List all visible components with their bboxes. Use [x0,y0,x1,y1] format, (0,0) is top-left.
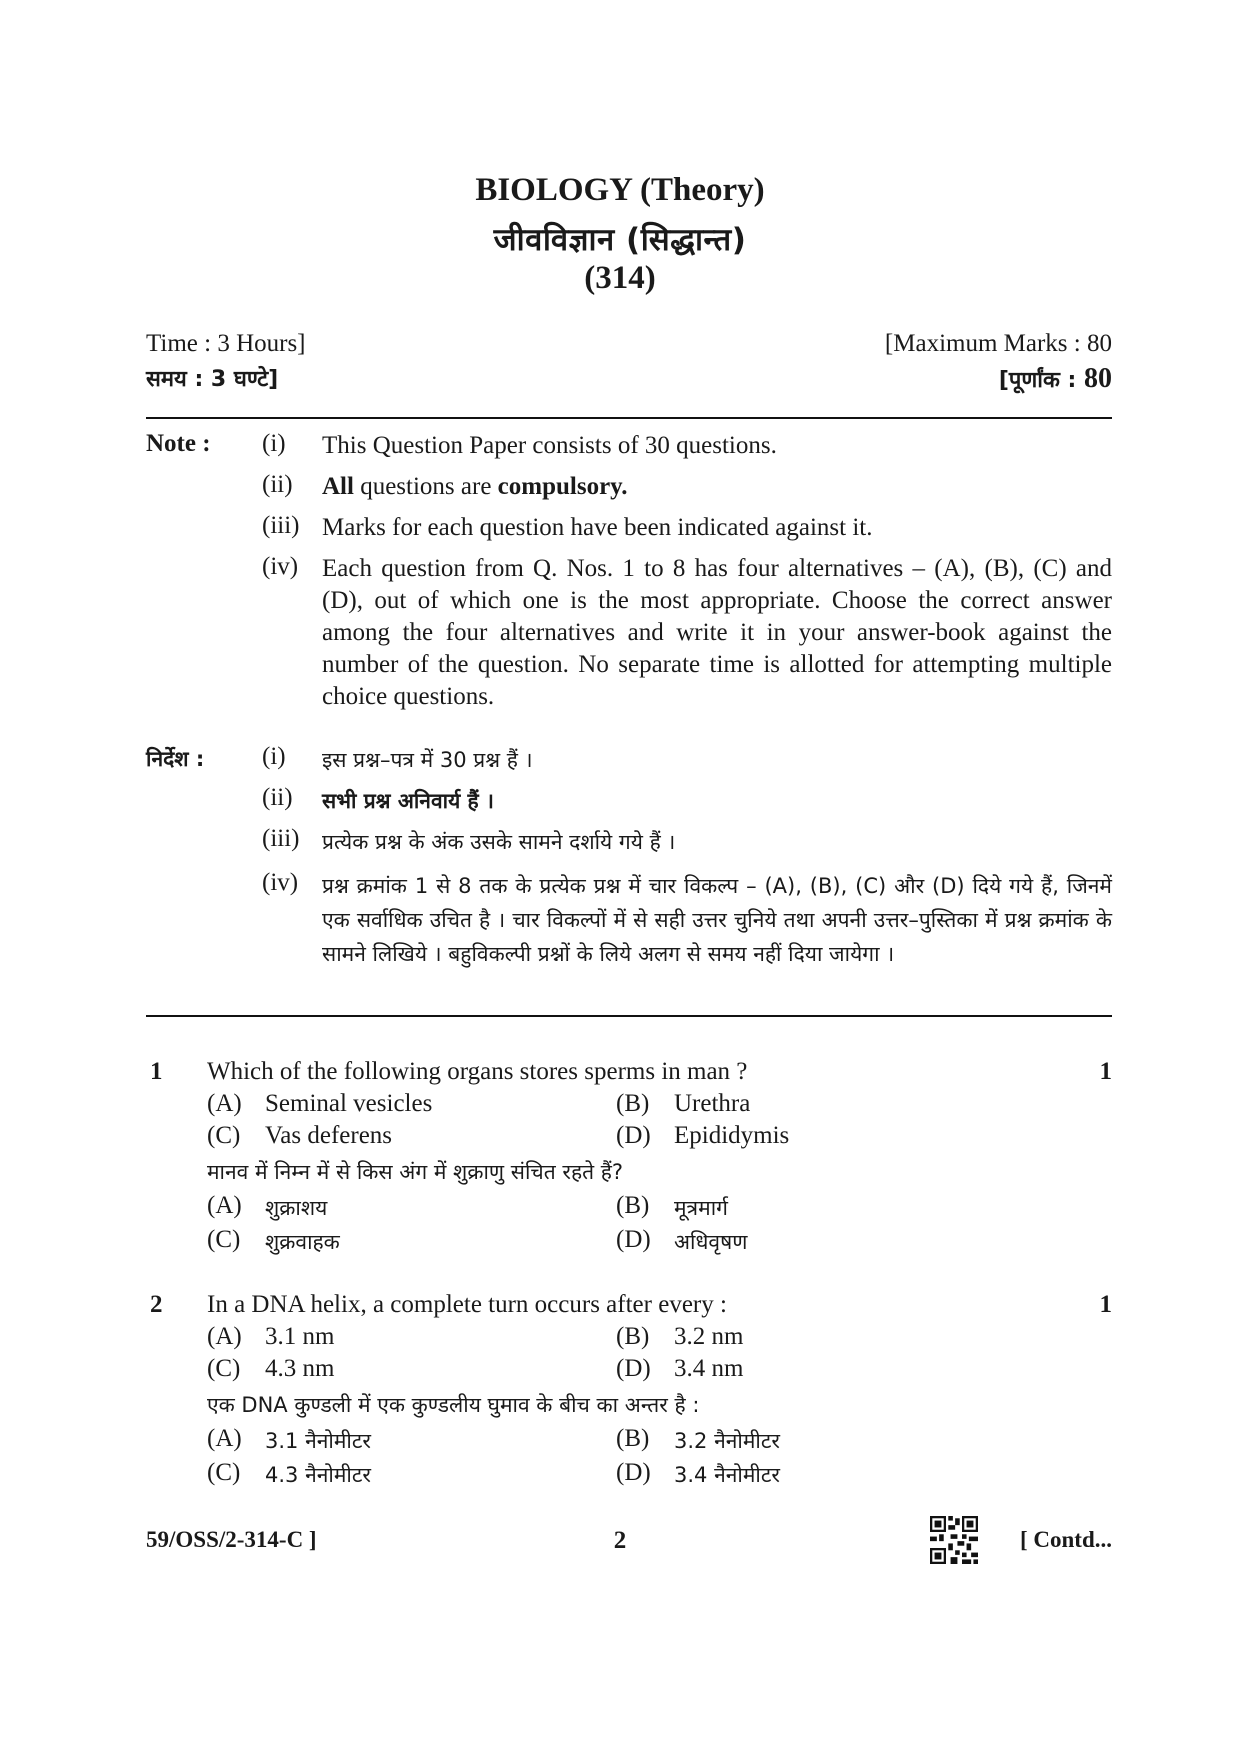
paper-title-hindi: जीवविज्ञान (सिद्धान्त) [493,222,747,258]
continued-label: [ Contd... [1019,1527,1112,1552]
divider-top [146,417,1112,419]
question-stem-hindi: एक DNA कुण्डली में एक कुण्डलीय घुमाव के बीच का अन्तर है : [207,1393,700,1417]
option-c-english: (C) Vas deferens [207,1122,393,1149]
max-marks-hindi: [पूर्णांक : 80 [998,363,1112,394]
option-b-english: (B) 3.2 nm [616,1323,744,1350]
question-number: 1 [150,1058,163,1085]
option-c-hindi: (C) 4.3 नैनोमीटर [207,1459,371,1487]
time-english: Time : 3 Hours] [146,330,306,357]
note-item-en-1: (i) This Question Paper consists of 30 questions. [262,430,777,459]
note-label-english: Note : [146,430,211,457]
paper-title-english: BIOLOGY (Theory) [475,172,765,208]
option-b-hindi: (B) मूत्रमार्ग [616,1192,728,1220]
max-marks-english: [Maximum Marks : 80 [884,330,1112,357]
time-hindi: समय : 3 घण्टे] [146,367,279,392]
note-item-hi-4: (iv) प्रश्न क्रमांक 1 से 8 तक के प्रत्येक प्रश्न में चार विकल्प – (A), (B), (C) और (D) दिये गये हैं, जिनमें एक सर्वाधिक उचित है । चार विकल्पों में से सही उत्तर चुनिये तथा अपनी उत्तर–पुस्तिका में प्रश्न क्रमांक के सामने लिखिये । बहुविकल्पी प्रश्नों के लिये अलग से समय नहीं दिया जायेगा । [262,869,1112,966]
option-a-hindi: (A) शुक्राशय [207,1192,328,1220]
note-item-hi-3: (iii) प्रत्येक प्रश्न के अंक उसके सामने दर्शाये गये हैं । [262,825,676,854]
question-marks: 1 [1099,1291,1112,1318]
option-b-hindi: (B) 3.2 नैनोमीटर [616,1425,780,1453]
option-c-english: (C) 4.3 nm [207,1355,335,1382]
question-number: 2 [150,1291,163,1318]
page-number: 2 [613,1527,627,1554]
question-2 [146,1291,1112,1491]
divider-bottom [146,1015,1112,1017]
note-item-hi-1: (i) इस प्रश्न–पत्र में 30 प्रश्न हैं । [262,743,533,772]
option-a-english: (A) Seminal vesicles [207,1090,433,1117]
option-a-english: (A) 3.1 nm [207,1323,335,1350]
note-item-en-3: (iii) Marks for each question have been indicated against it. [262,512,873,541]
footer-paper-code: 59/OSS/2-314-C ] [146,1527,317,1552]
option-d-english: (D) Epididymis [616,1122,790,1149]
question-stem-english: Which of the following organs stores sperms in man ? [207,1058,748,1085]
option-b-english: (B) Urethra [616,1090,751,1117]
question-1 [146,1058,1112,1258]
paper-code: (314) [584,260,656,296]
option-d-english: (D) 3.4 nm [616,1355,744,1382]
option-d-hindi: (D) अधिवृषण [616,1226,748,1254]
note-item-hi-2: (ii) सभी प्रश्न अनिवार्य हैं । [262,784,494,813]
note-item-en-4: (iv) Each question from Q. Nos. 1 to 8 has four alternatives – (A), (B), (C) and (D), out of which one is the most appropriate. Choose the correct answer among the four alternatives and write it in your answer-book against the number of the question. No separate time is allotted for attempting multiple choice questions. [262,553,1112,710]
note-item-en-2: (ii) All questions are compulsory. [262,471,628,500]
option-a-hindi: (A) 3.1 नैनोमीटर [207,1425,371,1453]
question-marks: 1 [1099,1058,1112,1085]
question-stem-hindi: मानव में निम्न में से किस अंग में शुक्राणु संचित रहते हैं? [207,1160,624,1184]
qr-code-icon [930,1516,978,1564]
option-c-hindi: (C) शुक्रवाहक [207,1226,340,1254]
note-label-hindi: निर्देश : [146,747,205,771]
option-d-hindi: (D) 3.4 नैनोमीटर [616,1459,780,1487]
question-stem-english: In a DNA helix, a complete turn occurs after every : [207,1291,727,1318]
